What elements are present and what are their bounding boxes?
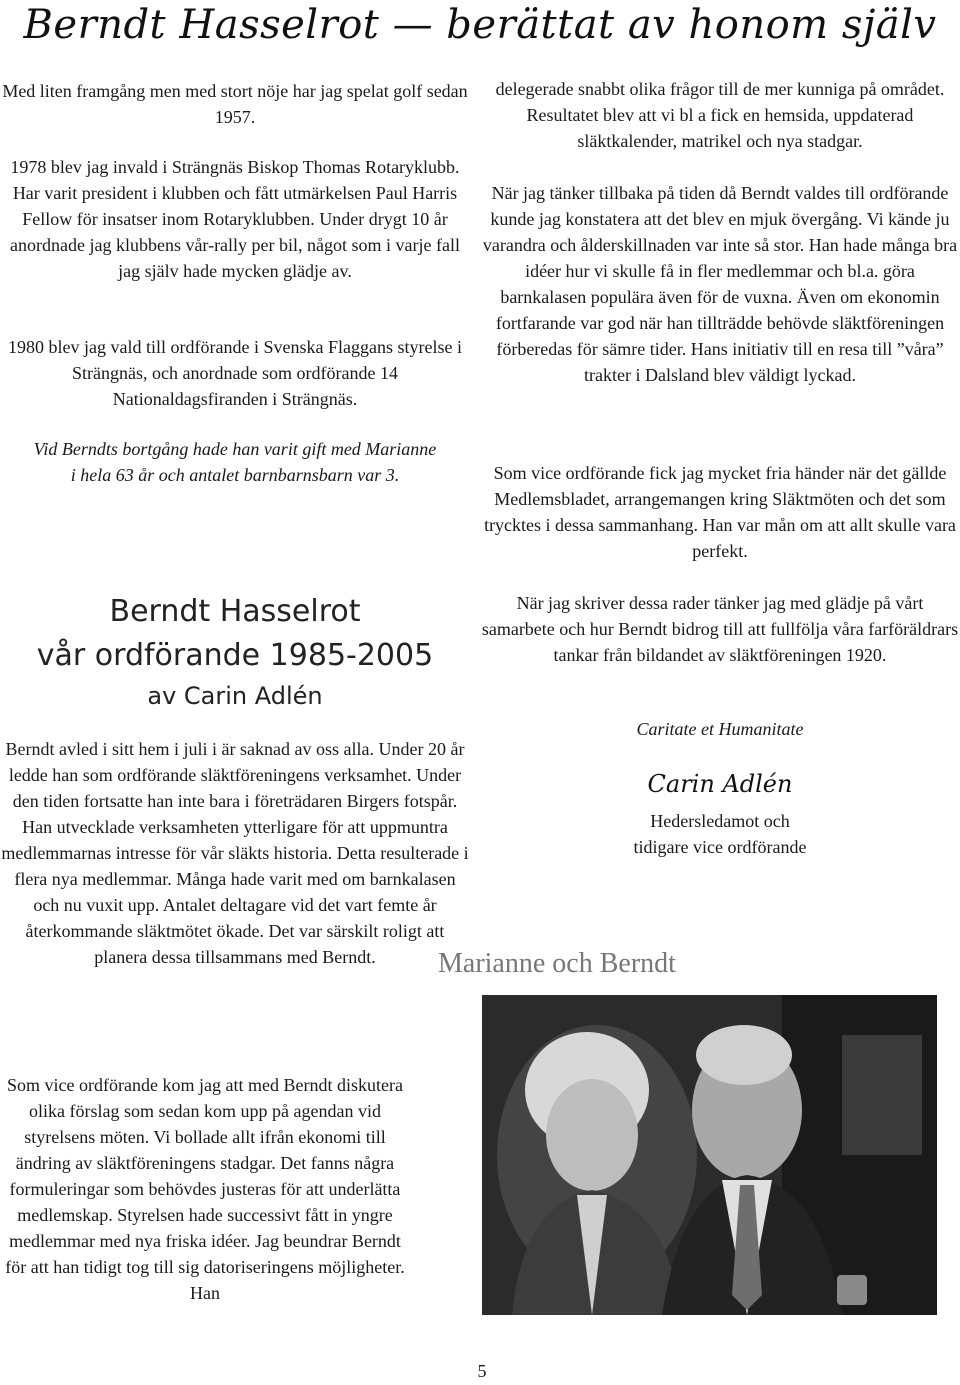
left-paragraph-obituary-note: Vid Berndts bortgång hade han varit gift med Marianne i hela 63 år och antalet barnbarnsbarn var 3. [33,439,437,485]
signature-title-line-2: tidigare vice ordförande [633,837,807,857]
left-paragraph-rotary: 1978 blev jag invald i Strängnäs Biskop Thomas Rotaryklubb. Har varit president i klubben och fått utmärkelsen Paul Harris Fellow för insatser inom Rotaryklubben. Under drygt 10 år anordnade jag klubbens vår-rally per bil, något som i varje fall jag själv hade mycken glädje av. [10,157,460,281]
page-number: 5 [477,1361,487,1381]
left-paragraph-tribute: Berndt avled i sitt hem i juli i är saknad av oss alla. Under 20 år ledde han som ordförande släktföreningens verksamhet. Under den tiden fortsatte han inte bara i företrädaren Birgers fotspår. Han utvecklade verksamheten ytterligare för att uppmuntra medlemmarnas intresse för vår släkts historia. Detta resulterade i flera nya medlemmar. Många hade varit med om barnkalasen och nu vuxit upp. Antalet deltagare vid det vart femte år återkommande släktmötet ökade. Det var särskilt roligt att planera dessa tillsammans med Berndt. [1,739,469,967]
right-paragraph-transition: När jag tänker tillbaka på tiden då Berndt valdes till ordförande kunde jag konstatera att det blev en mjuk övergång. Vi kände ju varandra och ålderskillnaden var inte så stor. Han hade många bra idéer hur vi skulle få in fler medlemmar och bl.a. göra barnkalasen populära även för de vuxna. Även om ekonomin fortfarande var god när han tillträdde behövde släktföreningen förberedas för sämre tider. Hans initiativ till en resa till ”våra” trakter i Dalsland blev väldigt lyckad. [482,183,958,385]
article-title-name: Berndt Hasselrot [109,594,361,629]
right-paragraph-newsletter: Som vice ordförande fick jag mycket fria händer när det gällde Medlemsbladet, arrangemangen kring Släktmöten och det som trycktes i dessa sammanhang. Han var mån om att allt skulle vara perfekt. [484,463,956,561]
left-paragraph-golf: Med liten framgång men med stort nöje har jag spelat golf sedan 1957. [2,81,468,127]
author-signature: Carin Adlén [647,770,793,798]
article-title-role: vår ordförande 1985-2005 [36,638,434,673]
right-paragraph-delegation: delegerade snabbt olika frågor till de mer kunniga på området. Resultatet blev att vi bl a fick en hemsida, uppdaterad släktkalender, matrikel och nya stadgar. [495,79,945,151]
family-motto: Caritate et Humanitate [636,719,804,739]
couple-photo [482,995,937,1315]
photo-caption: Marianne och Berndt [438,948,676,979]
article-byline: av Carin Adlén [147,682,323,710]
left-paragraph-flag-society: 1980 blev jag vald till ordförande i Svenska Flaggans styrelse i Strängnäs, och anordnade som ordförande 14 Nationaldagsfiranden i Strängnäs. [8,337,462,409]
right-paragraph-closing: När jag skriver dessa rader tänker jag med glädje på vårt samarbete och hur Berndt bidrog till att fullfölja våra farföräldrars tankar från bildandet av släktföreningen 1920. [481,593,959,665]
page-headline: Berndt Hasselrot — berättat av honom själv [23,2,937,48]
left-paragraph-collaboration: Som vice ordförande kom jag att med Berndt diskutera olika förslag som sedan kom upp på agendan vid styrelsens möten. Vi bollade allt ifrån ekonomi till ändring av släktföreningens stadgar. Det fanns några formuleringar som behövdes justeras för att underlätta medlemskap. Styrelsen hade successivt fått in yngre medlemmar med nya friska idéer. Jag beundrar Berndt för att han tidigt tog till sig datoriseringens möjligheter. Han [5,1075,405,1303]
signature-title-line-1: Hedersledamot och [650,811,790,831]
